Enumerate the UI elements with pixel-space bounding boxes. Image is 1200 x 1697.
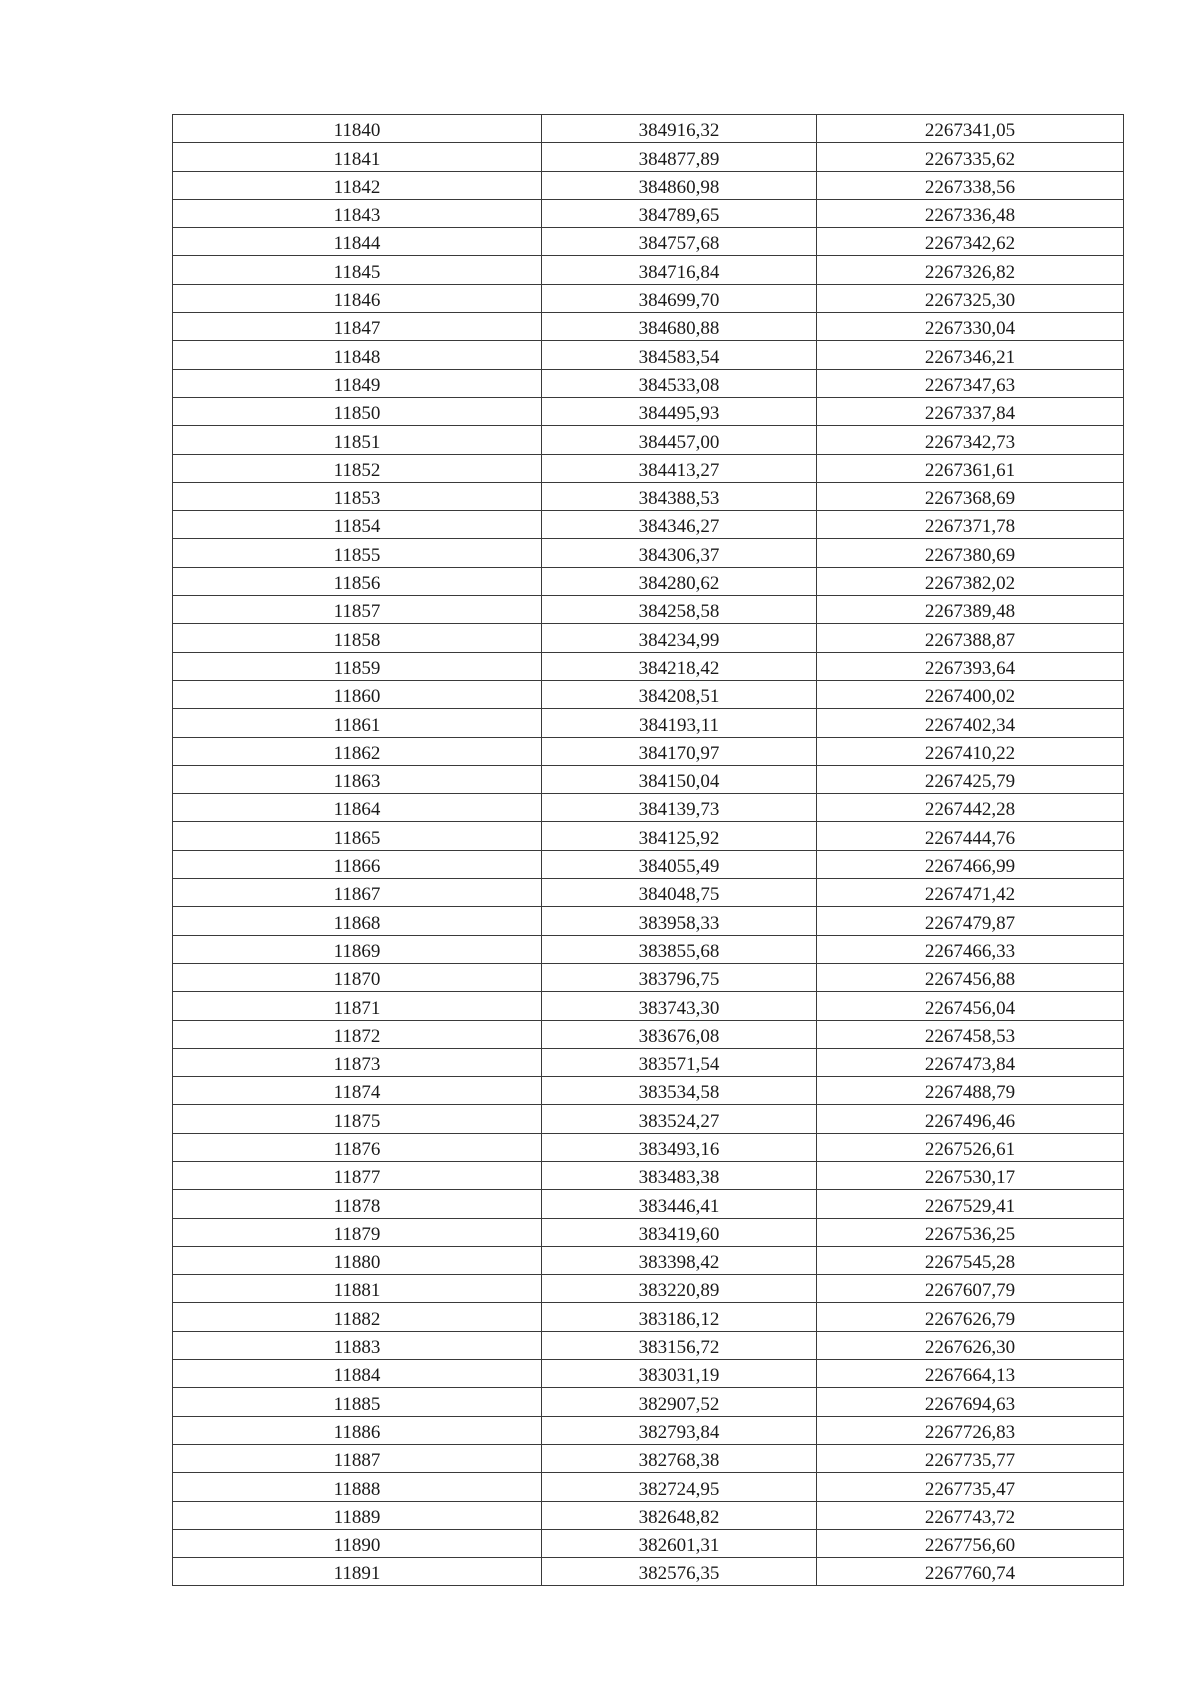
y-coordinate-cell: 2267735,77 xyxy=(817,1444,1124,1472)
table-row xyxy=(173,765,1124,793)
point-number-cell: 11891 xyxy=(173,1558,542,1586)
table-row xyxy=(173,907,1124,935)
point-number-cell: 11886 xyxy=(173,1416,542,1444)
coordinates-table xyxy=(172,114,1124,1586)
y-coordinate-cell: 2267442,28 xyxy=(817,794,1124,822)
point-number-cell: 11844 xyxy=(173,228,542,256)
x-coordinate-cell: 384495,93 xyxy=(542,397,817,425)
point-number-cell: 11855 xyxy=(173,539,542,567)
y-coordinate-cell: 2267402,34 xyxy=(817,709,1124,737)
y-coordinate-cell: 2267371,78 xyxy=(817,511,1124,539)
point-number-cell: 11848 xyxy=(173,341,542,369)
x-coordinate-cell: 384877,89 xyxy=(542,143,817,171)
x-coordinate-cell: 384208,51 xyxy=(542,680,817,708)
table-row xyxy=(173,709,1124,737)
table-row xyxy=(173,1303,1124,1331)
x-coordinate-cell: 382793,84 xyxy=(542,1416,817,1444)
y-coordinate-cell: 2267368,69 xyxy=(817,482,1124,510)
x-coordinate-cell: 383958,33 xyxy=(542,907,817,935)
point-number-cell: 11852 xyxy=(173,454,542,482)
x-coordinate-cell: 384055,49 xyxy=(542,850,817,878)
point-number-cell: 11888 xyxy=(173,1473,542,1501)
y-coordinate-cell: 2267325,30 xyxy=(817,284,1124,312)
table-row xyxy=(173,567,1124,595)
x-coordinate-cell: 383524,27 xyxy=(542,1105,817,1133)
y-coordinate-cell: 2267380,69 xyxy=(817,539,1124,567)
point-number-cell: 11884 xyxy=(173,1360,542,1388)
y-coordinate-cell: 2267526,61 xyxy=(817,1133,1124,1161)
table-row xyxy=(173,1048,1124,1076)
x-coordinate-cell: 382601,31 xyxy=(542,1529,817,1557)
point-number-cell: 11890 xyxy=(173,1529,542,1557)
x-coordinate-cell: 383419,60 xyxy=(542,1218,817,1246)
y-coordinate-cell: 2267473,84 xyxy=(817,1048,1124,1076)
x-coordinate-cell: 384757,68 xyxy=(542,228,817,256)
table-row xyxy=(173,1275,1124,1303)
table-row xyxy=(173,1190,1124,1218)
point-number-cell: 11845 xyxy=(173,256,542,284)
point-number-cell: 11841 xyxy=(173,143,542,171)
x-coordinate-cell: 384346,27 xyxy=(542,511,817,539)
y-coordinate-cell: 2267536,25 xyxy=(817,1218,1124,1246)
x-coordinate-cell: 383743,30 xyxy=(542,992,817,1020)
table-row xyxy=(173,1501,1124,1529)
x-coordinate-cell: 384193,11 xyxy=(542,709,817,737)
table-row xyxy=(173,596,1124,624)
point-number-cell: 11866 xyxy=(173,850,542,878)
table-row xyxy=(173,992,1124,1020)
point-number-cell: 11881 xyxy=(173,1275,542,1303)
x-coordinate-cell: 384680,88 xyxy=(542,313,817,341)
point-number-cell: 11857 xyxy=(173,596,542,624)
y-coordinate-cell: 2267664,13 xyxy=(817,1360,1124,1388)
y-coordinate-cell: 2267607,79 xyxy=(817,1275,1124,1303)
point-number-cell: 11877 xyxy=(173,1161,542,1189)
table-row xyxy=(173,199,1124,227)
x-coordinate-cell: 382907,52 xyxy=(542,1388,817,1416)
y-coordinate-cell: 2267361,61 xyxy=(817,454,1124,482)
x-coordinate-cell: 384533,08 xyxy=(542,369,817,397)
y-coordinate-cell: 2267382,02 xyxy=(817,567,1124,595)
y-coordinate-cell: 2267410,22 xyxy=(817,737,1124,765)
point-number-cell: 11854 xyxy=(173,511,542,539)
x-coordinate-cell: 384860,98 xyxy=(542,171,817,199)
y-coordinate-cell: 2267346,21 xyxy=(817,341,1124,369)
y-coordinate-cell: 2267488,79 xyxy=(817,1077,1124,1105)
x-coordinate-cell: 383156,72 xyxy=(542,1331,817,1359)
x-coordinate-cell: 382768,38 xyxy=(542,1444,817,1472)
table-row xyxy=(173,426,1124,454)
table-row xyxy=(173,1218,1124,1246)
table-row xyxy=(173,369,1124,397)
x-coordinate-cell: 383186,12 xyxy=(542,1303,817,1331)
table-row xyxy=(173,1331,1124,1359)
x-coordinate-cell: 384170,97 xyxy=(542,737,817,765)
point-number-cell: 11843 xyxy=(173,199,542,227)
table-row xyxy=(173,228,1124,256)
point-number-cell: 11889 xyxy=(173,1501,542,1529)
table-row xyxy=(173,256,1124,284)
point-number-cell: 11865 xyxy=(173,822,542,850)
y-coordinate-cell: 2267466,33 xyxy=(817,935,1124,963)
table-row xyxy=(173,1246,1124,1274)
point-number-cell: 11856 xyxy=(173,567,542,595)
point-number-cell: 11859 xyxy=(173,652,542,680)
point-number-cell: 11876 xyxy=(173,1133,542,1161)
table-row xyxy=(173,879,1124,907)
table-row xyxy=(173,1360,1124,1388)
table-row xyxy=(173,397,1124,425)
table-row xyxy=(173,115,1124,143)
y-coordinate-cell: 2267326,82 xyxy=(817,256,1124,284)
table-row xyxy=(173,1558,1124,1586)
table-row xyxy=(173,341,1124,369)
point-number-cell: 11858 xyxy=(173,624,542,652)
point-number-cell: 11878 xyxy=(173,1190,542,1218)
y-coordinate-cell: 2267341,05 xyxy=(817,115,1124,143)
x-coordinate-cell: 383571,54 xyxy=(542,1048,817,1076)
y-coordinate-cell: 2267336,48 xyxy=(817,199,1124,227)
x-coordinate-cell: 384789,65 xyxy=(542,199,817,227)
y-coordinate-cell: 2267389,48 xyxy=(817,596,1124,624)
x-coordinate-cell: 384150,04 xyxy=(542,765,817,793)
point-number-cell: 11870 xyxy=(173,963,542,991)
x-coordinate-cell: 383220,89 xyxy=(542,1275,817,1303)
table-row xyxy=(173,935,1124,963)
x-coordinate-cell: 382648,82 xyxy=(542,1501,817,1529)
point-number-cell: 11861 xyxy=(173,709,542,737)
point-number-cell: 11864 xyxy=(173,794,542,822)
x-coordinate-cell: 383493,16 xyxy=(542,1133,817,1161)
point-number-cell: 11869 xyxy=(173,935,542,963)
table-row xyxy=(173,313,1124,341)
x-coordinate-cell: 383534,58 xyxy=(542,1077,817,1105)
point-number-cell: 11879 xyxy=(173,1218,542,1246)
point-number-cell: 11842 xyxy=(173,171,542,199)
table-row xyxy=(173,850,1124,878)
x-coordinate-cell: 384306,37 xyxy=(542,539,817,567)
table-row xyxy=(173,624,1124,652)
y-coordinate-cell: 2267466,99 xyxy=(817,850,1124,878)
y-coordinate-cell: 2267388,87 xyxy=(817,624,1124,652)
y-coordinate-cell: 2267330,04 xyxy=(817,313,1124,341)
x-coordinate-cell: 384258,58 xyxy=(542,596,817,624)
table-row xyxy=(173,511,1124,539)
x-coordinate-cell: 384916,32 xyxy=(542,115,817,143)
table-row xyxy=(173,680,1124,708)
point-number-cell: 11871 xyxy=(173,992,542,1020)
y-coordinate-cell: 2267530,17 xyxy=(817,1161,1124,1189)
table-row xyxy=(173,284,1124,312)
y-coordinate-cell: 2267735,47 xyxy=(817,1473,1124,1501)
y-coordinate-cell: 2267471,42 xyxy=(817,879,1124,907)
table-row xyxy=(173,143,1124,171)
table-row xyxy=(173,1133,1124,1161)
x-coordinate-cell: 384139,73 xyxy=(542,794,817,822)
y-coordinate-cell: 2267760,74 xyxy=(817,1558,1124,1586)
x-coordinate-cell: 384699,70 xyxy=(542,284,817,312)
x-coordinate-cell: 384048,75 xyxy=(542,879,817,907)
point-number-cell: 11862 xyxy=(173,737,542,765)
y-coordinate-cell: 2267694,63 xyxy=(817,1388,1124,1416)
point-number-cell: 11883 xyxy=(173,1331,542,1359)
table-row xyxy=(173,1388,1124,1416)
table-row xyxy=(173,1416,1124,1444)
y-coordinate-cell: 2267393,64 xyxy=(817,652,1124,680)
point-number-cell: 11840 xyxy=(173,115,542,143)
y-coordinate-cell: 2267342,62 xyxy=(817,228,1124,256)
y-coordinate-cell: 2267743,72 xyxy=(817,1501,1124,1529)
y-coordinate-cell: 2267425,79 xyxy=(817,765,1124,793)
table-row xyxy=(173,1020,1124,1048)
y-coordinate-cell: 2267335,62 xyxy=(817,143,1124,171)
coordinates-table-body xyxy=(173,115,1124,1586)
table-row xyxy=(173,1077,1124,1105)
x-coordinate-cell: 384234,99 xyxy=(542,624,817,652)
y-coordinate-cell: 2267456,88 xyxy=(817,963,1124,991)
point-number-cell: 11851 xyxy=(173,426,542,454)
point-number-cell: 11850 xyxy=(173,397,542,425)
table-row xyxy=(173,482,1124,510)
x-coordinate-cell: 384716,84 xyxy=(542,256,817,284)
point-number-cell: 11860 xyxy=(173,680,542,708)
y-coordinate-cell: 2267337,84 xyxy=(817,397,1124,425)
y-coordinate-cell: 2267756,60 xyxy=(817,1529,1124,1557)
y-coordinate-cell: 2267444,76 xyxy=(817,822,1124,850)
y-coordinate-cell: 2267400,02 xyxy=(817,680,1124,708)
x-coordinate-cell: 383398,42 xyxy=(542,1246,817,1274)
x-coordinate-cell: 383446,41 xyxy=(542,1190,817,1218)
point-number-cell: 11882 xyxy=(173,1303,542,1331)
x-coordinate-cell: 382576,35 xyxy=(542,1558,817,1586)
x-coordinate-cell: 383676,08 xyxy=(542,1020,817,1048)
point-number-cell: 11849 xyxy=(173,369,542,397)
point-number-cell: 11846 xyxy=(173,284,542,312)
y-coordinate-cell: 2267342,73 xyxy=(817,426,1124,454)
x-coordinate-cell: 382724,95 xyxy=(542,1473,817,1501)
table-row xyxy=(173,822,1124,850)
x-coordinate-cell: 383031,19 xyxy=(542,1360,817,1388)
point-number-cell: 11868 xyxy=(173,907,542,935)
table-row xyxy=(173,1473,1124,1501)
point-number-cell: 11885 xyxy=(173,1388,542,1416)
x-coordinate-cell: 383796,75 xyxy=(542,963,817,991)
point-number-cell: 11887 xyxy=(173,1444,542,1472)
point-number-cell: 11863 xyxy=(173,765,542,793)
point-number-cell: 11875 xyxy=(173,1105,542,1133)
y-coordinate-cell: 2267726,83 xyxy=(817,1416,1124,1444)
x-coordinate-cell: 383483,38 xyxy=(542,1161,817,1189)
x-coordinate-cell: 384413,27 xyxy=(542,454,817,482)
x-coordinate-cell: 384457,00 xyxy=(542,426,817,454)
table-row xyxy=(173,794,1124,822)
point-number-cell: 11880 xyxy=(173,1246,542,1274)
y-coordinate-cell: 2267626,79 xyxy=(817,1303,1124,1331)
table-row xyxy=(173,539,1124,567)
y-coordinate-cell: 2267496,46 xyxy=(817,1105,1124,1133)
y-coordinate-cell: 2267545,28 xyxy=(817,1246,1124,1274)
table-row xyxy=(173,1161,1124,1189)
table-row xyxy=(173,1529,1124,1557)
x-coordinate-cell: 384388,53 xyxy=(542,482,817,510)
y-coordinate-cell: 2267338,56 xyxy=(817,171,1124,199)
table-row xyxy=(173,1444,1124,1472)
table-row xyxy=(173,454,1124,482)
point-number-cell: 11873 xyxy=(173,1048,542,1076)
x-coordinate-cell: 384280,62 xyxy=(542,567,817,595)
x-coordinate-cell: 384218,42 xyxy=(542,652,817,680)
table-row xyxy=(173,171,1124,199)
y-coordinate-cell: 2267458,53 xyxy=(817,1020,1124,1048)
y-coordinate-cell: 2267479,87 xyxy=(817,907,1124,935)
y-coordinate-cell: 2267456,04 xyxy=(817,992,1124,1020)
table-row xyxy=(173,1105,1124,1133)
point-number-cell: 11872 xyxy=(173,1020,542,1048)
y-coordinate-cell: 2267529,41 xyxy=(817,1190,1124,1218)
table-row xyxy=(173,963,1124,991)
x-coordinate-cell: 384125,92 xyxy=(542,822,817,850)
point-number-cell: 11847 xyxy=(173,313,542,341)
table-row xyxy=(173,737,1124,765)
point-number-cell: 11867 xyxy=(173,879,542,907)
point-number-cell: 11874 xyxy=(173,1077,542,1105)
y-coordinate-cell: 2267347,63 xyxy=(817,369,1124,397)
y-coordinate-cell: 2267626,30 xyxy=(817,1331,1124,1359)
x-coordinate-cell: 383855,68 xyxy=(542,935,817,963)
table-row xyxy=(173,652,1124,680)
x-coordinate-cell: 384583,54 xyxy=(542,341,817,369)
point-number-cell: 11853 xyxy=(173,482,542,510)
